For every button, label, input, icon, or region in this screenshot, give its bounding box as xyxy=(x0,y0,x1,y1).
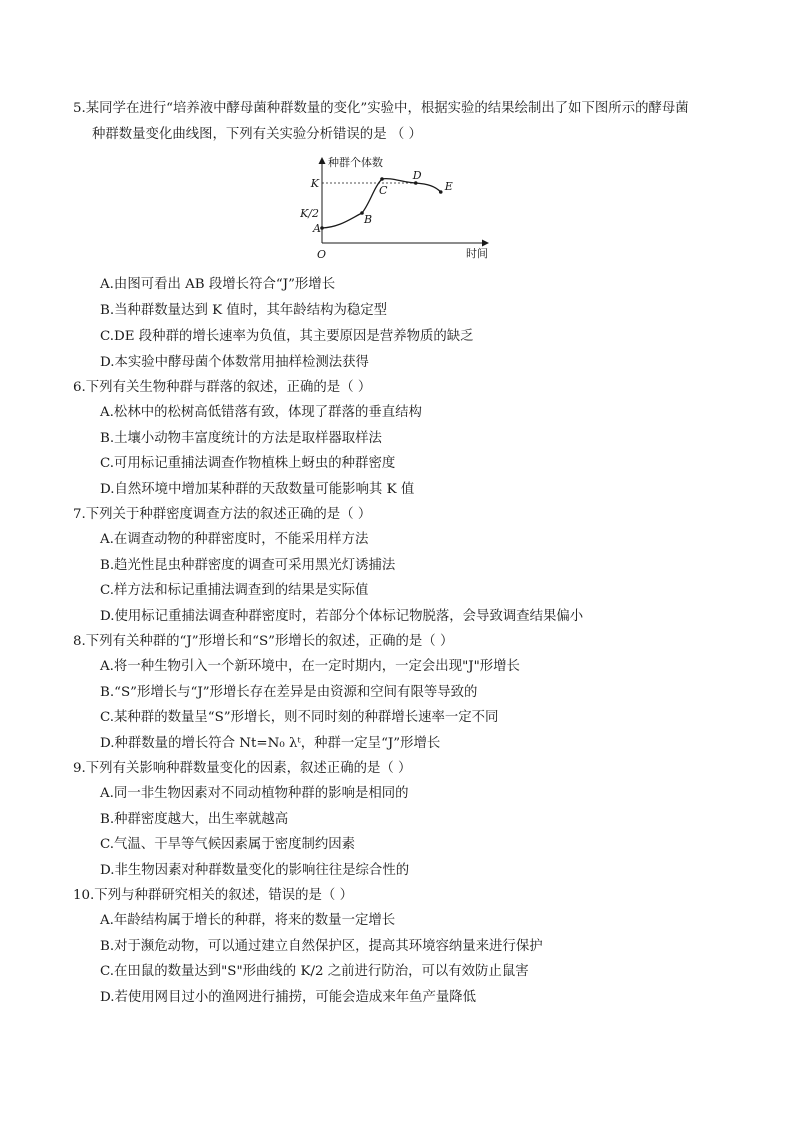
point-label-e: E xyxy=(444,180,453,193)
q6-option-a: A.松林中的松树高低错落有致，体现了群落的垂直结构 xyxy=(100,405,422,420)
q5-option-a: A.由图可看出 AB 段增长符合“J”形增长 xyxy=(100,277,336,292)
q9-stem: 9.下列有关影响种群数量变化的因素，叙述正确的是（ ） xyxy=(73,761,412,776)
origin-label: O xyxy=(317,248,327,261)
q8-option-c: C.某种群的数量呈“S”形增长，则不同时刻的种群增长速率一定不同 xyxy=(100,710,499,725)
y-axis-label: 种群个体数 xyxy=(328,156,383,169)
q8-option-d: D.种群数量的增长符合 Nt=N₀ λᵗ，种群一定呈“J”形增长 xyxy=(100,736,441,751)
q8-option-b: B.“S”形增长与“J”形增长存在差异是由资源和空间有限等导致的 xyxy=(100,685,478,700)
q6-stem: 6.下列有关生物种群与群落的叙述，正确的是（ ） xyxy=(73,380,372,395)
q5-option-b: B.当种群数量达到 K 值时，其年龄结构为稳定型 xyxy=(100,303,388,318)
point-e xyxy=(439,190,443,194)
point-label-d: D xyxy=(412,169,422,182)
q6-option-b: B.土壤小动物丰富度统计的方法是取样器取样法 xyxy=(100,431,382,446)
y-tick-k-half: K/2 xyxy=(300,207,319,220)
point-c xyxy=(380,177,384,181)
point-label-a: A xyxy=(313,222,321,235)
q5-option-c: C.DE 段种群的增长速率为负值，其主要原因是营养物质的缺乏 xyxy=(100,329,474,344)
point-label-c: C xyxy=(379,184,388,197)
x-axis-label: 时间 xyxy=(466,247,488,260)
q5-option-d: D.本实验中酵母菌个体数常用抽样检测法获得 xyxy=(100,355,369,370)
q8-stem: 8.下列有关种群的“J”形增长和“S”形增长的叙述，正确的是（ ） xyxy=(73,634,454,649)
q6-option-c: C.可用标记重捕法调查作物植株上蚜虫的种群密度 xyxy=(100,456,396,471)
chart-svg xyxy=(296,154,496,262)
population-growth-chart xyxy=(296,154,496,262)
q7-option-a: A.在调查动物的种群密度时，不能采用样方法 xyxy=(100,532,369,547)
q10-stem: 10.下列与种群研究相关的叙述，错误的是（ ） xyxy=(73,888,353,903)
q7-option-d: D.使用标记重捕法调查种群密度时，若部分个体标记物脱落，会导致调查结果偏小 xyxy=(100,609,584,624)
q9-option-b: B.种群密度越大，出生率就越高 xyxy=(100,812,289,827)
q6-option-d: D.自然环境中增加某种群的天敌数量可能影响其 K 值 xyxy=(100,482,415,497)
q5-stem-line1: 5.某同学在进行“培养液中酵母菌种群数量的变化”实验中，根据实验的结果绘制出了如下图所示的酵母菌 xyxy=(73,101,689,116)
q7-option-b: B.趋光性昆虫种群密度的调查可采用黑光灯诱捕法 xyxy=(100,558,396,573)
q9-option-d: D.非生物因素对种群数量变化的影响往往是综合性的 xyxy=(100,863,410,878)
q9-option-c: C.气温、干旱等气候因素属于密度制约因素 xyxy=(100,837,356,852)
q10-option-a: A.年龄结构属于增长的种群，将来的数量一定增长 xyxy=(100,913,396,928)
q10-option-d: D.若使用网目过小的渔网进行捕捞，可能会造成来年鱼产量降低 xyxy=(100,990,477,1005)
q9-option-a: A.同一非生物因素对不同动植物种群的影响是相同的 xyxy=(100,786,409,801)
q5-stem-line2: 种群数量变化曲线图，下列有关实验分析错误的是 （ ） xyxy=(92,127,422,142)
q8-option-a: A.将一种生物引入一个新环境中，在一定时期内，一定会出现"J"形增长 xyxy=(100,659,520,674)
q10-option-c: C.在田鼠的数量达到"S"形曲线的 K/2 之前进行防治，可以有效防止鼠害 xyxy=(100,964,529,979)
y-tick-k: K xyxy=(310,177,319,190)
q10-option-b: B.对于濒危动物，可以通过建立自然保护区，提高其环境容纳量来进行保护 xyxy=(100,939,543,954)
q7-stem: 7.下列关于种群密度调查方法的叙述正确的是（ ） xyxy=(73,507,372,522)
point-label-b: B xyxy=(364,213,373,226)
q7-option-c: C.样方法和标记重捕法调查到的结果是实际值 xyxy=(100,583,369,598)
points-layer xyxy=(312,169,453,235)
